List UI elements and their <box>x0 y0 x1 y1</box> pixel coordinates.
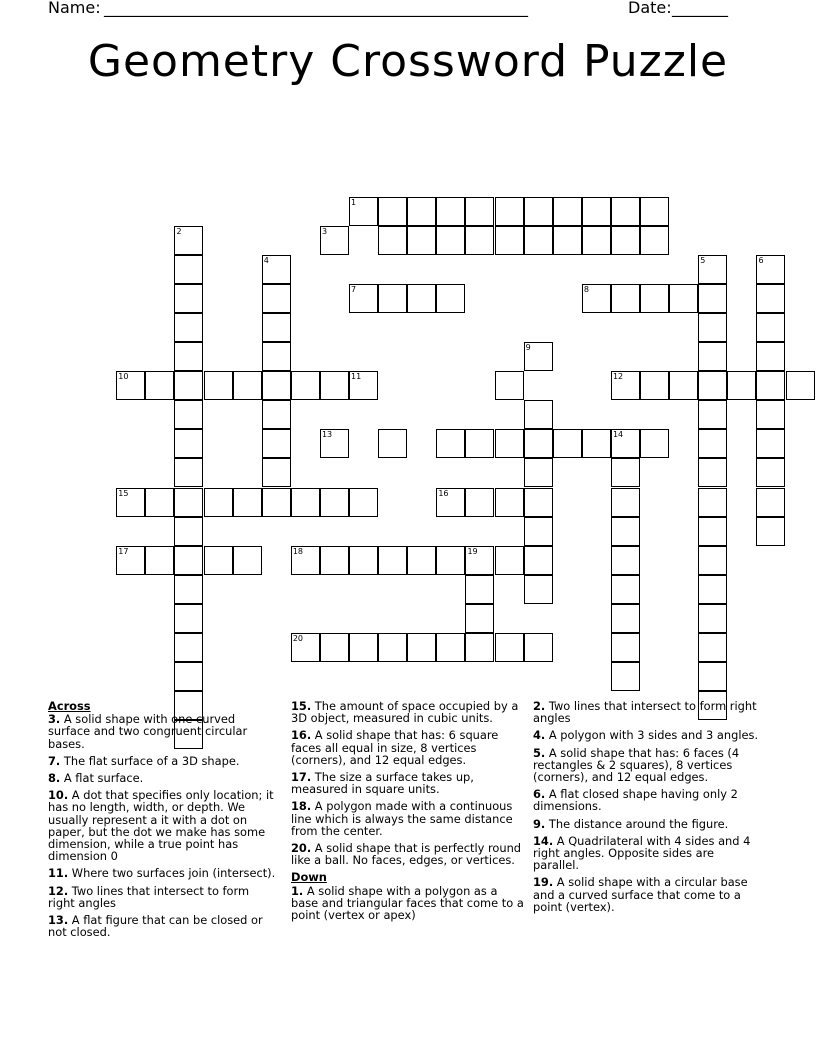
crossword-cell[interactable] <box>495 371 524 400</box>
clue-item <box>291 885 525 922</box>
crossword-cell[interactable] <box>262 255 291 284</box>
clue-item <box>291 800 525 837</box>
crossword-cell[interactable] <box>291 546 320 575</box>
crossword-cell[interactable] <box>524 400 553 429</box>
crossword-cell[interactable] <box>378 546 407 575</box>
crossword-cell[interactable] <box>611 604 640 633</box>
date-line[interactable]: _______ <box>672 0 728 17</box>
crossword-cell[interactable] <box>204 371 233 400</box>
clue-number: 9 <box>525 343 531 353</box>
crossword-cell[interactable] <box>174 255 203 284</box>
crossword-cell[interactable] <box>640 371 669 400</box>
crossword-cell[interactable] <box>174 662 203 691</box>
crossword-cell[interactable] <box>756 488 785 517</box>
crossword-cell[interactable] <box>698 662 727 691</box>
clue-number-label: 12. <box>48 883 69 898</box>
crossword-cell[interactable] <box>698 488 727 517</box>
crossword-cell[interactable] <box>436 284 465 313</box>
crossword-cell[interactable] <box>116 371 145 400</box>
crossword-cell[interactable] <box>756 255 785 284</box>
crossword-cell[interactable] <box>611 458 640 487</box>
clue-number: 3 <box>321 226 328 236</box>
clues-column-2 <box>291 700 525 926</box>
clue-text: A polygon with 3 sides and 3 angles. <box>545 728 759 743</box>
crossword-cell[interactable] <box>262 342 291 371</box>
clue-text: A Quadrilateral with 4 sides and 4 right angles. Opposite sides are parallel. <box>533 833 751 873</box>
crossword-cell[interactable] <box>553 226 582 255</box>
name-label: Name: <box>48 0 101 17</box>
crossword-cell[interactable] <box>349 546 378 575</box>
crossword-cell[interactable] <box>233 371 262 400</box>
page-title: Geometry Crossword Puzzle <box>87 36 729 87</box>
crossword-cell[interactable] <box>233 488 262 517</box>
crossword-cell[interactable] <box>436 546 465 575</box>
clue-text: A solid shape with a polygon as a base and triangular faces that come to a point (vertex or apex) <box>291 883 524 923</box>
clue-text: A solid shape that has: 6 faces (4 rectangles & 2 squares), 8 vertices (corners), and 12 equal edges. <box>533 745 740 785</box>
clue-text: A dot that specifies only location; it has no length, width, or depth. We usually represent a it with a dot on paper, but the dot we make has some dimension, while a true point has dimension 0 <box>48 788 274 864</box>
crossword-cell[interactable] <box>582 226 611 255</box>
crossword-cell[interactable] <box>495 197 524 226</box>
crossword-cell[interactable] <box>174 400 203 429</box>
across-heading: Across <box>48 699 91 713</box>
crossword-cell[interactable] <box>524 342 553 371</box>
clue-number-label: 7. <box>48 753 61 768</box>
clue-text: The amount of space occupied by a 3D object, measured in cubic units. <box>291 699 519 726</box>
clue-text: A solid shape with one curved surface and two congruent circular bases. <box>48 712 248 751</box>
crossword-cell[interactable] <box>291 633 320 662</box>
crossword-cell[interactable] <box>378 197 407 226</box>
clue-number-label: 1. <box>291 883 304 898</box>
clue-item <box>48 713 276 750</box>
clue-number-label: 2. <box>533 699 546 713</box>
crossword-cell[interactable] <box>698 400 727 429</box>
crossword-cell[interactable] <box>349 197 378 226</box>
clue-item <box>48 772 276 784</box>
crossword-cell[interactable] <box>495 488 524 517</box>
clue-number: 13 <box>321 430 333 440</box>
crossword-cell[interactable] <box>378 429 407 458</box>
crossword-cell[interactable] <box>465 226 494 255</box>
crossword-cell[interactable] <box>436 429 465 458</box>
crossword-cell[interactable] <box>786 371 815 400</box>
crossword-cell[interactable] <box>174 284 203 313</box>
clue-number: 8 <box>583 284 589 294</box>
crossword-cell[interactable] <box>349 488 378 517</box>
crossword-cell[interactable] <box>756 458 785 487</box>
crossword-cell[interactable] <box>349 633 378 662</box>
crossword-cell[interactable] <box>698 546 727 575</box>
crossword-cell[interactable] <box>204 546 233 575</box>
clue-text: A polygon made with a continuous line which is always the same distance from the center. <box>291 799 513 838</box>
crossword-cell[interactable] <box>756 284 785 313</box>
clue-number-label: 13. <box>48 913 69 928</box>
crossword-cell[interactable] <box>407 197 436 226</box>
clue-number: 19 <box>467 546 478 556</box>
clue-number: 5 <box>700 255 706 265</box>
crossword-cell[interactable] <box>611 662 640 691</box>
crossword-cell[interactable] <box>727 371 756 400</box>
crossword-cell[interactable] <box>495 633 524 662</box>
clue-number-label: 8. <box>48 771 61 786</box>
crossword-cell[interactable] <box>262 371 291 400</box>
crossword-cell[interactable] <box>262 488 291 517</box>
down-clue-list-continued <box>533 700 763 913</box>
crossword-cell[interactable] <box>756 313 785 342</box>
crossword-cell[interactable] <box>262 458 291 487</box>
crossword-cell[interactable] <box>145 371 174 400</box>
crossword-cell[interactable] <box>495 429 524 458</box>
clue-number: 11 <box>351 372 362 382</box>
clue-number: 2 <box>176 226 182 236</box>
crossword-cell[interactable] <box>436 633 465 662</box>
crossword-cell[interactable] <box>378 633 407 662</box>
clue-text: A solid shape that is perfectly round like a ball. No faces, edges, or vertices. <box>291 841 522 868</box>
crossword-cell[interactable] <box>174 458 203 487</box>
clue-number: 15 <box>118 488 129 498</box>
clue-number-label: 14. <box>533 833 554 848</box>
crossword-cell[interactable] <box>174 371 203 400</box>
crossword-cell[interactable] <box>465 488 494 517</box>
clue-number-label: 11. <box>48 866 69 881</box>
crossword-cell[interactable] <box>698 342 727 371</box>
clue-item <box>48 755 276 767</box>
crossword-cell[interactable] <box>436 197 465 226</box>
crossword-cell[interactable] <box>582 429 611 458</box>
crossword-cell[interactable] <box>320 429 349 458</box>
crossword-cell[interactable] <box>524 226 553 255</box>
crossword-cell[interactable] <box>611 575 640 604</box>
date-label: Date: <box>628 0 672 17</box>
clue-text: The flat surface of a 3D shape. <box>60 753 240 768</box>
clue-number: 6 <box>758 255 764 265</box>
crossword-cell[interactable] <box>145 546 174 575</box>
clue-text: A solid shape that has: 6 square faces all equal in size, 8 vertices (corners), and 12 equal edges. <box>291 728 499 767</box>
clue-item <box>533 747 763 784</box>
clue-item <box>533 700 763 724</box>
clue-item <box>533 788 763 812</box>
crossword-cell[interactable] <box>611 429 640 458</box>
crossword-cell[interactable] <box>174 313 203 342</box>
clue-number: 7 <box>351 284 357 294</box>
crossword-cell[interactable] <box>611 284 640 313</box>
crossword-cell[interactable] <box>698 575 727 604</box>
clue-item <box>48 914 276 938</box>
crossword-cell[interactable] <box>320 633 349 662</box>
clue-text: Two lines that intersect to form right angles <box>533 699 757 726</box>
down-heading: Down <box>291 870 327 885</box>
clue-number: 20 <box>292 634 304 644</box>
crossword-cell[interactable] <box>378 226 407 255</box>
clue-text: A solid shape with a circular base and a curved surface that come to a point (vertex). <box>533 875 748 914</box>
across-clue-list-continued <box>291 700 525 866</box>
clue-text: Where two surfaces join (intersect). <box>68 866 276 881</box>
crossword-cell[interactable] <box>465 429 494 458</box>
crossword-cell[interactable] <box>524 488 553 517</box>
crossword-cell[interactable] <box>320 226 349 255</box>
clue-number: 10 <box>118 372 129 382</box>
crossword-cell[interactable] <box>524 197 553 226</box>
crossword-cell[interactable] <box>698 284 727 313</box>
crossword-cell[interactable] <box>291 371 320 400</box>
crossword-cell[interactable] <box>553 429 582 458</box>
crossword-cell[interactable] <box>524 517 553 546</box>
crossword-cell[interactable] <box>640 197 669 226</box>
crossword-cell[interactable] <box>204 488 233 517</box>
crossword-cell[interactable] <box>640 226 669 255</box>
crossword-cell[interactable] <box>611 226 640 255</box>
crossword-cell[interactable] <box>145 488 174 517</box>
crossword-cell[interactable] <box>320 546 349 575</box>
crossword-cell[interactable] <box>698 517 727 546</box>
clue-item <box>291 842 525 866</box>
crossword-cell[interactable] <box>291 488 320 517</box>
crossword-cell[interactable] <box>407 633 436 662</box>
crossword-cell[interactable] <box>465 604 494 633</box>
crossword-cell[interactable] <box>262 313 291 342</box>
crossword-cell[interactable] <box>524 575 553 604</box>
crossword-cell[interactable] <box>495 546 524 575</box>
crossword-cell[interactable] <box>349 371 378 400</box>
crossword-cell[interactable] <box>611 197 640 226</box>
clues-column-3 <box>533 700 763 918</box>
clue-item <box>533 876 763 913</box>
crossword-cell[interactable] <box>465 575 494 604</box>
crossword-cell[interactable] <box>611 488 640 517</box>
crossword-cell[interactable] <box>174 517 203 546</box>
crossword-cell[interactable] <box>524 458 553 487</box>
crossword-cell[interactable] <box>698 633 727 662</box>
crossword-cell[interactable] <box>407 284 436 313</box>
crossword-cell[interactable] <box>669 371 698 400</box>
crossword-cell[interactable] <box>320 488 349 517</box>
crossword-cell[interactable] <box>698 313 727 342</box>
clue-number: 1 <box>351 197 357 207</box>
crossword-cell[interactable] <box>174 633 203 662</box>
crossword-cell[interactable] <box>698 255 727 284</box>
crossword-cell[interactable] <box>262 400 291 429</box>
down-clue-list <box>291 885 525 922</box>
crossword-cell[interactable] <box>174 604 203 633</box>
clue-number-label: 5. <box>533 745 546 760</box>
crossword-cell[interactable] <box>669 284 698 313</box>
crossword-cell[interactable] <box>116 546 145 575</box>
clue-text: A flat figure that can be closed or not closed. <box>48 913 263 940</box>
crossword-cell[interactable] <box>756 400 785 429</box>
crossword-cell[interactable] <box>524 633 553 662</box>
clue-item <box>533 729 763 741</box>
crossword-cell[interactable] <box>174 342 203 371</box>
crossword-cell[interactable] <box>465 197 494 226</box>
clue-number-label: 20. <box>291 841 312 856</box>
crossword-cell[interactable] <box>698 604 727 633</box>
crossword-cell[interactable] <box>174 488 203 517</box>
crossword-cell[interactable] <box>640 429 669 458</box>
clue-text: The size a surface takes up, measured in square units. <box>291 770 474 797</box>
clues-column-1 <box>48 700 276 943</box>
clue-text: A flat closed shape having only 2 dimensions. <box>533 787 738 814</box>
clue-text: A flat surface. <box>60 771 144 786</box>
crossword-cell[interactable] <box>262 284 291 313</box>
crossword-cell[interactable] <box>756 342 785 371</box>
crossword-cell[interactable] <box>436 226 465 255</box>
clue-item <box>48 867 276 879</box>
crossword-cell[interactable] <box>582 284 611 313</box>
crossword-cell[interactable] <box>611 371 640 400</box>
clue-item <box>291 729 525 766</box>
clue-number-label: 19. <box>533 875 554 890</box>
clue-number-label: 18. <box>291 799 312 814</box>
clue-number: 4 <box>263 255 269 265</box>
crossword-cell[interactable] <box>553 197 582 226</box>
clue-number: 12 <box>612 372 624 382</box>
crossword-cell[interactable] <box>698 371 727 400</box>
crossword-cell[interactable] <box>640 284 669 313</box>
clue-item <box>48 789 276 862</box>
clue-number: 16 <box>438 488 449 498</box>
crossword-cell[interactable] <box>436 488 465 517</box>
clue-number: 17 <box>118 546 129 556</box>
crossword-cell[interactable] <box>320 371 349 400</box>
crossword-cell[interactable] <box>465 633 494 662</box>
crossword-cell[interactable] <box>698 458 727 487</box>
crossword-cell[interactable] <box>349 284 378 313</box>
crossword-cell[interactable] <box>465 546 494 575</box>
crossword-cell[interactable] <box>174 575 203 604</box>
clue-number-label: 4. <box>533 728 546 743</box>
crossword-cell[interactable] <box>611 633 640 662</box>
crossword-cell[interactable] <box>524 546 553 575</box>
clue-number: 18 <box>292 546 304 556</box>
clue-item <box>48 885 276 909</box>
clue-number-label: 16. <box>291 728 312 743</box>
clue-number-label: 10. <box>48 788 69 803</box>
crossword-cell[interactable] <box>756 517 785 546</box>
crossword-cell[interactable] <box>233 546 262 575</box>
clue-item <box>291 771 525 795</box>
crossword-cell[interactable] <box>174 429 203 458</box>
clue-number-label: 9. <box>533 816 546 831</box>
clue-text: The distance around the figure. <box>545 816 729 831</box>
clue-item <box>291 700 525 724</box>
clue-text: Two lines that intersect to form right angles <box>48 883 250 910</box>
crossword-cell[interactable] <box>407 226 436 255</box>
crossword-cell[interactable] <box>174 546 203 575</box>
crossword-cell[interactable] <box>495 226 524 255</box>
crossword-cell[interactable] <box>611 546 640 575</box>
crossword-cell[interactable] <box>756 371 785 400</box>
clue-number-label: 15. <box>291 699 312 713</box>
clue-number-label: 3. <box>48 712 61 727</box>
crossword-cell[interactable] <box>698 429 727 458</box>
clue-number-label: 17. <box>291 770 312 785</box>
crossword-cell[interactable] <box>611 517 640 546</box>
name-line[interactable]: _____________________________________________________ <box>104 0 528 17</box>
clue-number: 14 <box>612 430 624 440</box>
crossword-cell[interactable] <box>407 546 436 575</box>
crossword-cell[interactable] <box>582 197 611 226</box>
crossword-cell[interactable] <box>262 429 291 458</box>
across-clue-list <box>48 713 276 938</box>
crossword-cell[interactable] <box>378 284 407 313</box>
clue-number-label: 6. <box>533 787 546 802</box>
crossword-cell[interactable] <box>116 488 145 517</box>
crossword-cell[interactable] <box>524 429 553 458</box>
clue-item <box>533 835 763 872</box>
crossword-cell[interactable] <box>756 429 785 458</box>
clue-item <box>533 818 763 830</box>
crossword-cell[interactable] <box>174 226 203 255</box>
